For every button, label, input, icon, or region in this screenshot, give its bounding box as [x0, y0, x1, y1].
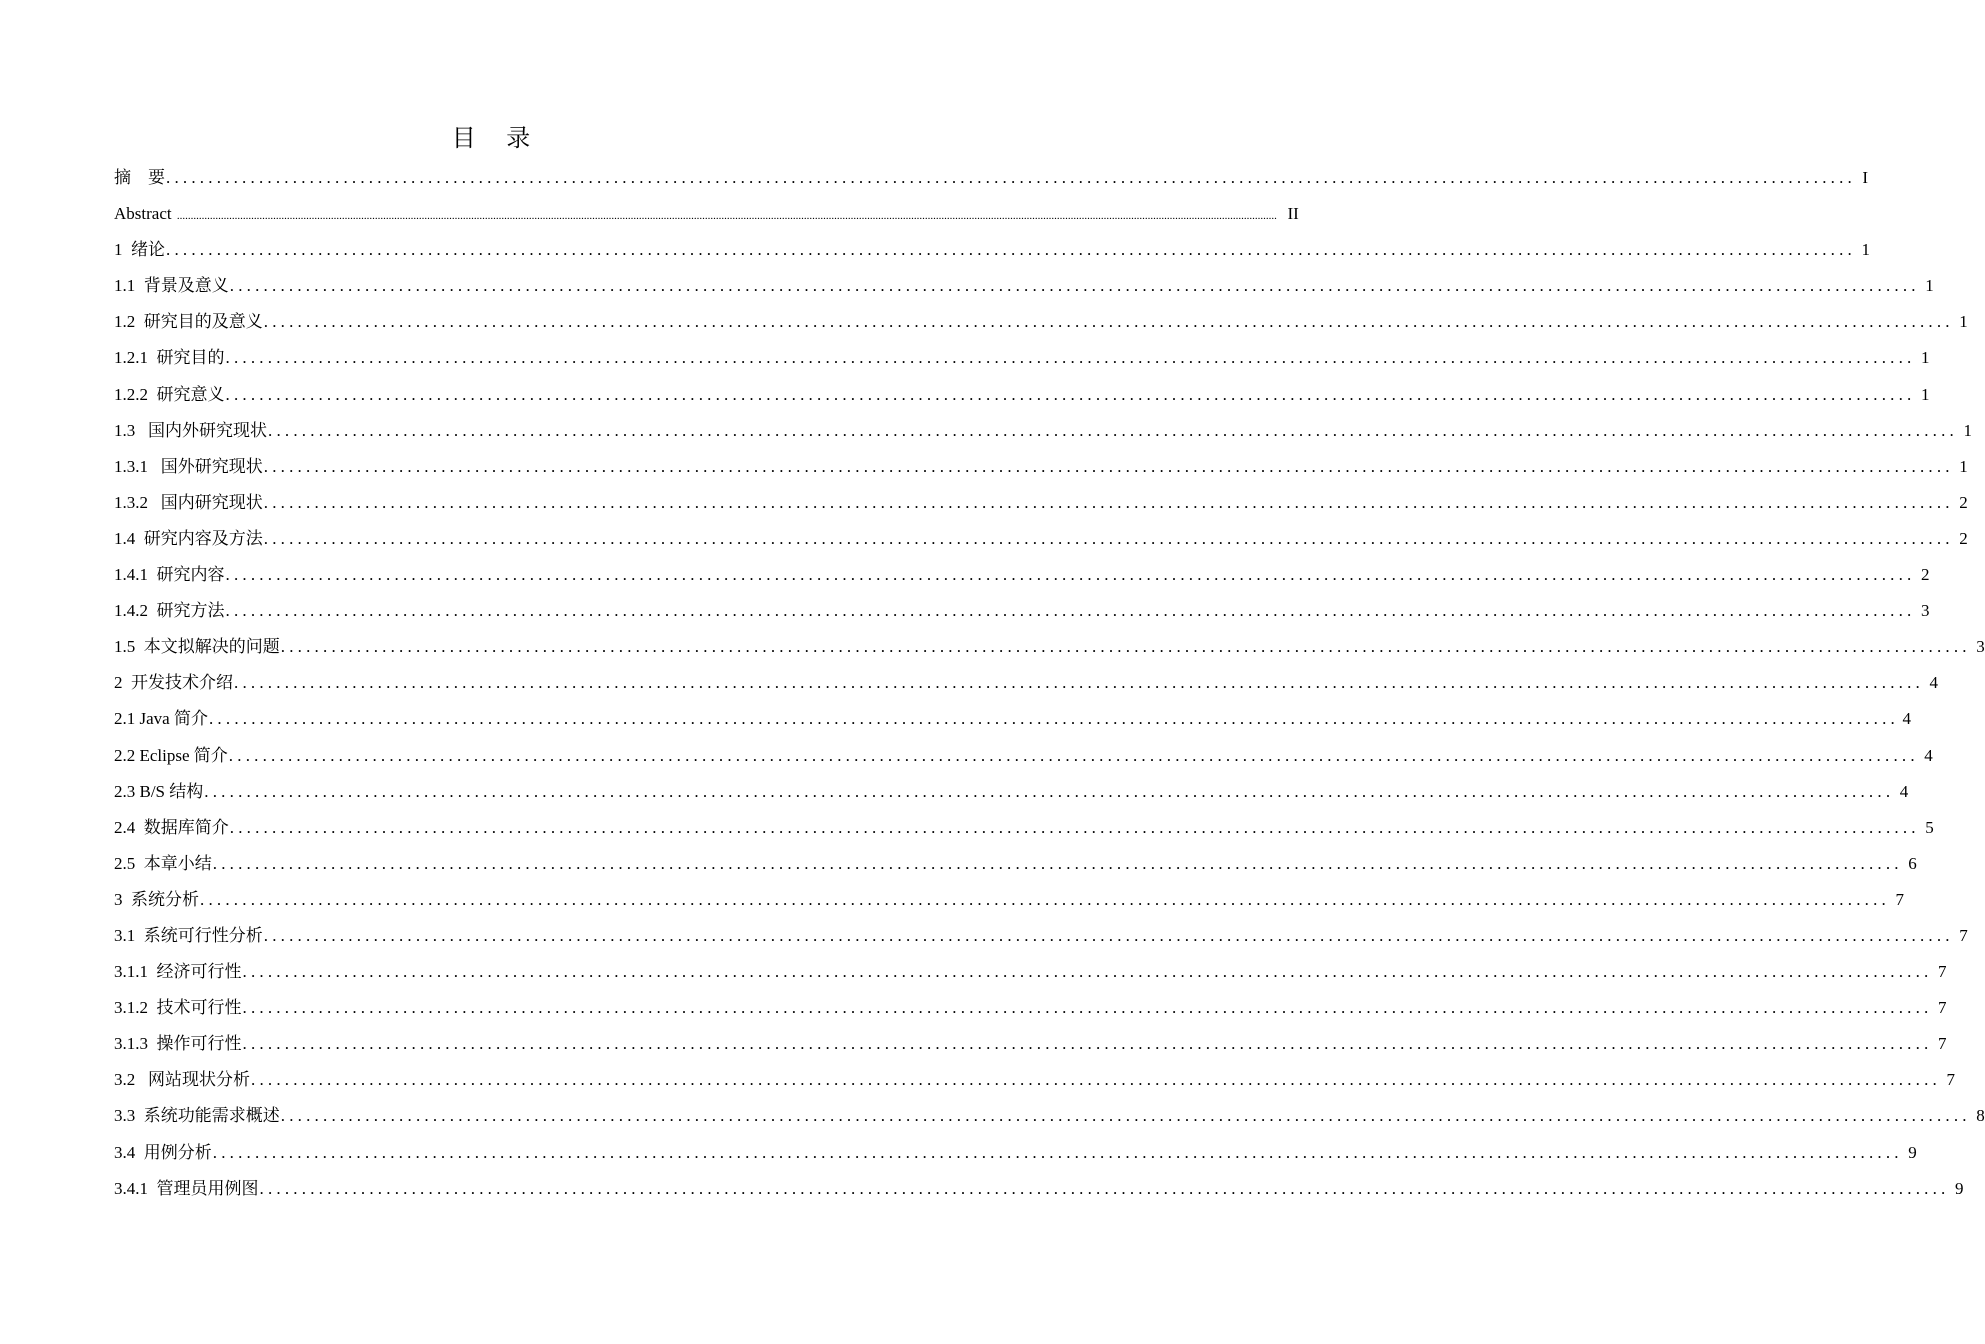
toc-entry[interactable]	[114, 557, 1930, 593]
toc-dot-leader: ................................................................................................................................................................................................................................................................................................................................................................................................................	[176, 210, 1277, 223]
toc-dot-leader: ........................................................................................................................................................................................................	[228, 745, 1919, 765]
toc-entry-page: 6	[1908, 853, 1917, 873]
toc-entry-page: 4	[1902, 709, 1911, 729]
toc-dot-leader: ........................................................................................................................................................................................................	[263, 456, 1954, 476]
toc-entry[interactable]	[114, 413, 1972, 449]
toc-entry-label: 2.5 本章小结	[114, 853, 212, 873]
toc-entry-label: 3.4.1 管理员用例图	[114, 1178, 259, 1198]
toc-entry-label: 1.2.1 研究目的	[114, 348, 225, 368]
toc-entry[interactable]	[114, 232, 1870, 268]
toc-dot-leader: ........................................................................................................................................................................................................	[280, 1106, 1971, 1126]
toc-entry-label: 3.1.2 技术可行性	[114, 998, 242, 1018]
toc-dot-leader: ........................................................................................................................................................................................................	[204, 781, 1895, 801]
toc-entry-page: 1	[1861, 240, 1870, 260]
toc-entry[interactable]	[114, 1026, 1947, 1062]
toc-dot-leader: ........................................................................................................................................................................................................	[166, 168, 1856, 187]
toc-dot-leader: ........................................................................................................................................................................................................	[166, 240, 1856, 260]
toc-dot-leader: ........................................................................................................................................................................................................	[208, 709, 1899, 729]
toc-entry[interactable]	[114, 593, 1930, 629]
toc-entry[interactable]	[114, 846, 1917, 882]
toc-entry-label: 2.2 Eclipse 简介	[114, 745, 228, 765]
toc-entry-page: 7	[1946, 1070, 1955, 1090]
toc-entry-page: 2	[1959, 492, 1968, 512]
toc-entry[interactable]	[114, 160, 1868, 196]
toc-entry-page: 7	[1938, 962, 1947, 982]
toc-entry[interactable]	[114, 1171, 1964, 1207]
toc-list	[114, 160, 1985, 1207]
toc-entry-label: 1.2 研究目的及意义	[114, 312, 263, 332]
toc-dot-leader: ........................................................................................................................................................................................................	[263, 492, 1954, 512]
toc-entry-label: 摘 要	[114, 168, 165, 187]
toc-entry-label: 2.3 B/S 结构	[114, 781, 204, 801]
toc-dot-leader: ........................................................................................................................................................................................................	[268, 420, 1958, 440]
toc-dot-leader: ........................................................................................................................................................................................................	[229, 276, 1920, 296]
toc-entry-page: 5	[1925, 817, 1934, 837]
toc-entry-label: 3.1.1 经济可行性	[114, 962, 242, 982]
toc-entry[interactable]	[114, 882, 1904, 918]
toc-entry-page: 3	[1921, 601, 1930, 621]
toc-dot-leader: ........................................................................................................................................................................................................	[234, 673, 1924, 693]
toc-entry-label: 1 绪论	[114, 240, 165, 260]
toc-dot-leader: ........................................................................................................................................................................................................	[200, 889, 1890, 909]
toc-entry[interactable]	[114, 629, 1985, 665]
toc-entry-label: 1.4.2 研究方法	[114, 601, 225, 621]
toc-entry-label: 1.3.2 国内研究现状	[114, 492, 263, 512]
toc-entry[interactable]	[114, 738, 1933, 774]
toc-entry[interactable]	[114, 485, 1968, 521]
toc-entry-page: 2	[1959, 528, 1968, 548]
toc-entry-label: 1.4.1 研究内容	[114, 565, 225, 585]
toc-dot-leader: ........................................................................................................................................................................................................	[242, 1034, 1933, 1054]
toc-entry[interactable]	[114, 340, 1930, 376]
toc-entry-label: 1.3.1 国外研究现状	[114, 456, 263, 476]
toc-dot-leader: ........................................................................................................................................................................................................	[259, 1178, 1950, 1198]
toc-entry[interactable]	[114, 1098, 1985, 1134]
toc-entry[interactable]	[114, 774, 1909, 810]
toc-entry[interactable]	[114, 521, 1968, 557]
toc-entry-label: 2.1 Java 简介	[114, 709, 208, 729]
toc-dot-leader: ........................................................................................................................................................................................................	[263, 925, 1954, 945]
toc-dot-leader: ........................................................................................................................................................................................................	[263, 528, 1954, 548]
toc-entry[interactable]	[114, 954, 1947, 990]
toc-entry-page: 9	[1955, 1178, 1964, 1198]
toc-entry[interactable]	[114, 377, 1930, 413]
toc-entry-page: 1	[1959, 312, 1968, 332]
toc-entry-page: 7	[1895, 889, 1904, 909]
toc-dot-leader: ........................................................................................................................................................................................................	[242, 998, 1933, 1018]
toc-entry[interactable]	[114, 304, 1968, 340]
toc-entry-label: 1.4 研究内容及方法	[114, 528, 263, 548]
toc-entry-page: 3	[1976, 637, 1985, 657]
toc-entry-page: 4	[1929, 673, 1938, 693]
toc-dot-leader: ........................................................................................................................................................................................................	[212, 853, 1903, 873]
toc-dot-leader: ........................................................................................................................................................................................................	[251, 1070, 1941, 1090]
toc-dot-leader: ........................................................................................................................................................................................................	[280, 637, 1971, 657]
toc-entry-label: 3 系统分析	[114, 889, 199, 909]
toc-dot-leader: ........................................................................................................................................................................................................	[225, 601, 1916, 621]
toc-entry-page: 1	[1921, 384, 1930, 404]
toc-dot-leader: ........................................................................................................................................................................................................	[225, 565, 1916, 585]
toc-dot-leader: ........................................................................................................................................................................................................	[212, 1142, 1903, 1162]
toc-entry-page: 4	[1924, 745, 1933, 765]
toc-dot-leader: ........................................................................................................................................................................................................	[263, 312, 1954, 332]
toc-entry[interactable]	[114, 990, 1947, 1026]
toc-entry-label: 3.2 网站现状分析	[114, 1070, 250, 1090]
toc-entry-label: 1.5 本文拟解决的问题	[114, 637, 280, 657]
toc-entry[interactable]	[114, 1135, 1917, 1171]
toc-entry-label: 1.2.2 研究意义	[114, 384, 225, 404]
toc-title: 目 录	[451, 124, 531, 152]
toc-entry[interactable]	[114, 1062, 1955, 1098]
toc-entry-page: 1	[1925, 276, 1934, 296]
toc-entry-page: 8	[1976, 1106, 1985, 1126]
toc-entry-label: 1.1 背景及意义	[114, 276, 229, 296]
toc-entry-label: 3.1.3 操作可行性	[114, 1034, 242, 1054]
toc-entry[interactable]	[114, 449, 1968, 485]
toc-entry[interactable]	[114, 268, 1934, 304]
toc-entry-page: I	[1862, 168, 1868, 187]
toc-entry-page: 1	[1959, 456, 1968, 476]
toc-entry-page: 7	[1938, 998, 1947, 1018]
toc-dot-leader: ........................................................................................................................................................................................................	[225, 348, 1916, 368]
toc-entry-page: 1	[1921, 348, 1930, 368]
toc-entry[interactable]	[114, 810, 1934, 846]
toc-entry-page: 1	[1963, 420, 1972, 440]
toc-entry-label: 3.4 用例分析	[114, 1142, 212, 1162]
toc-entry-label: 2 开发技术介绍	[114, 673, 233, 693]
toc-entry-page: II	[1287, 204, 1299, 224]
toc-entry[interactable]	[114, 196, 1299, 232]
toc-entry-page: 7	[1938, 1034, 1947, 1054]
toc-entry-label: 3.1 系统可行性分析	[114, 925, 263, 945]
toc-dot-leader: ........................................................................................................................................................................................................	[229, 817, 1920, 837]
toc-entry-label: 1.3 国内外研究现状	[114, 420, 267, 440]
toc-entry[interactable]	[114, 665, 1938, 701]
toc-dot-leader: ........................................................................................................................................................................................................	[242, 962, 1933, 982]
toc-entry-page: 9	[1908, 1142, 1917, 1162]
toc-dot-leader: ........................................................................................................................................................................................................	[225, 384, 1916, 404]
toc-entry-label: Abstract	[114, 204, 176, 224]
toc-entry-page: 2	[1921, 565, 1930, 585]
toc-entry[interactable]	[114, 701, 1911, 737]
toc-entry-label: 2.4 数据库简介	[114, 817, 229, 837]
toc-entry-page: 4	[1899, 781, 1909, 801]
toc-entry[interactable]	[114, 918, 1968, 954]
toc-entry-label: 3.3 系统功能需求概述	[114, 1106, 280, 1126]
toc-entry-page: 7	[1959, 925, 1968, 945]
